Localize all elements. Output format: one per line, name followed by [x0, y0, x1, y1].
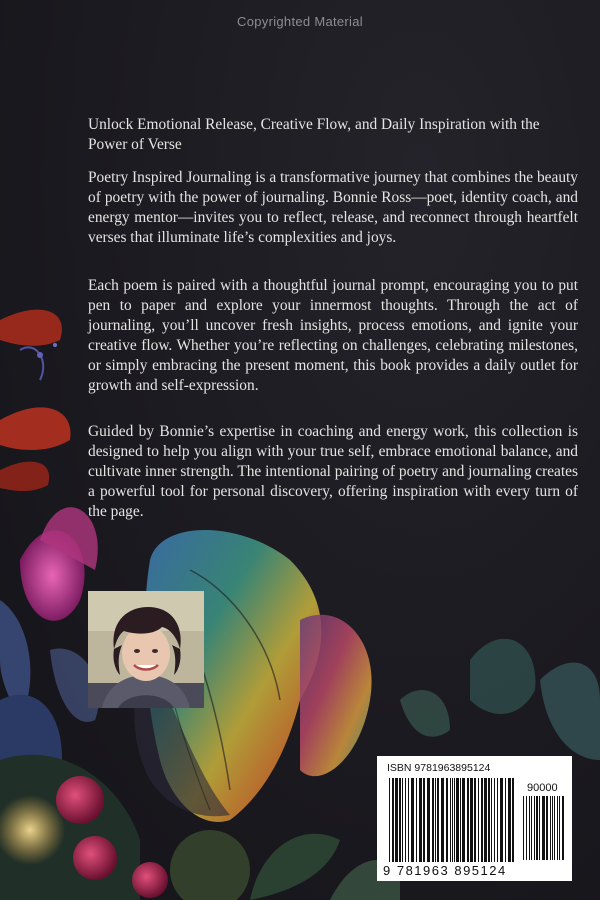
isbn-label: ISBN 9781963895124: [387, 762, 491, 774]
author-portrait-image: [88, 591, 204, 708]
barcode-bars: [389, 778, 517, 862]
isbn-barcode: [377, 756, 572, 881]
copyright-watermark: Copyrighted Material: [237, 14, 363, 29]
description-paragraph-2: Each poem is paired with a thoughtful journal prompt, encouraging you to put pen to paper and explore your innermost thoughts. Through the act of journaling, you’ll uncover fresh insights, process emotions, and ignite your creative flow. Whether you’re reflecting on challenges, celebrating milestones, or simply embracing the present moment, this book provides a daily outlet for growth and self-expression.: [88, 277, 578, 394]
isbn-digits: 9 781963 895124: [383, 863, 507, 878]
addon-barcode-bars: [523, 796, 565, 860]
tagline: Unlock Emotional Release, Creative Flow, and Daily Inspiration with the Power of Verse: [88, 116, 540, 153]
left-foliage: [0, 310, 99, 792]
right-foliage: [400, 639, 600, 760]
description-paragraph-1: Poetry Inspired Journaling is a transformative journey that combines the beauty of poetry with the power of journaling. Bonnie Ross—poet, identity coach, and energy mentor—invites you to reflect, release, and reconnect through heartfelt verses that illuminate life’s complexities and joys.: [88, 169, 578, 246]
description-paragraph-3: Guided by Bonnie’s expertise in coaching and energy work, this collection is designed to help you align with your true self, embrace emotional balance, and cultivate inner strength. The intentional pairing of poetry and journaling creates a powerful tool for personal discovery, offering inspiration with every turn of the page.: [88, 423, 578, 520]
author-photo: [88, 591, 204, 708]
price-code: 90000: [527, 782, 558, 794]
